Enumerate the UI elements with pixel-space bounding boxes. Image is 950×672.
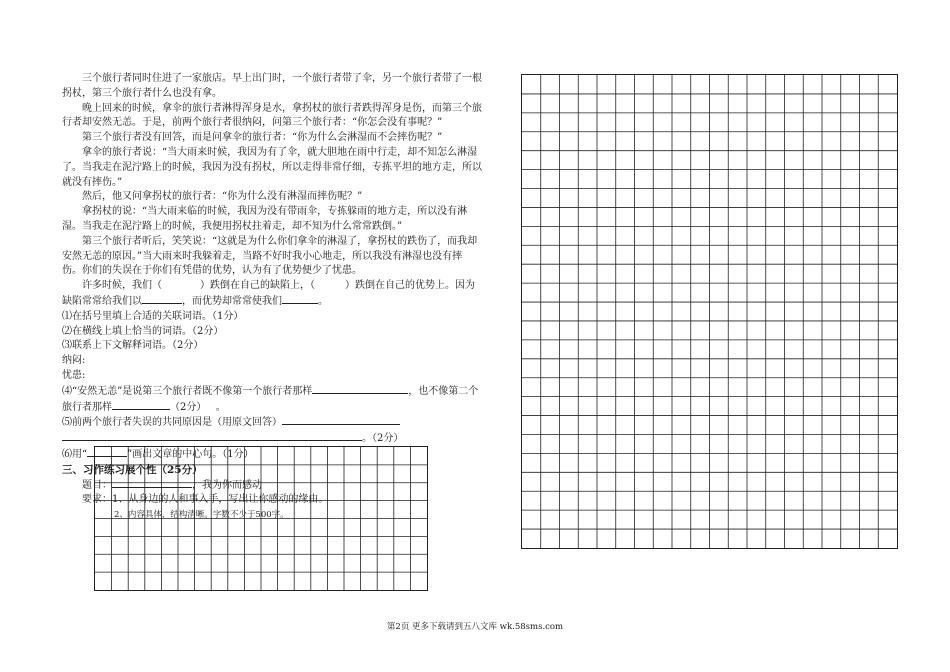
question-3: ⑶联系上下文解释词语。（2分） [62, 340, 204, 352]
question-5-blank-2[interactable] [62, 431, 362, 441]
question-6-text-b: ”画出文章的中心句。（1分） [127, 448, 254, 460]
question-4-blank-2[interactable] [112, 400, 170, 410]
passage-fill-text-a: 许多时候，我们（ [82, 280, 162, 292]
passage-paragraph-7: 第三个旅行者听后，笑笑说：“这就是为什么你们拿伞的淋湿了，拿拐杖的跌伤了，而我却安然无恙的原因。”当大雨来时我躲着走，当路不好时我小心地走，所以我没有淋湿也没有摔伤。你们的失误在于你们有凭借的优势，认为有了优势便少了忧患。 [62, 235, 478, 277]
question-5 [62, 415, 482, 431]
question-4-text-b: ，也不像第二个旅行者那样 [62, 385, 479, 413]
passage-paragraph-5: 然后，他又问拿拐杖的旅行者：“你为什么没有淋湿而摔伤呢？” [82, 191, 363, 203]
writing-grid-right-lines [522, 75, 897, 548]
question-5-blank-1[interactable] [282, 415, 400, 425]
essay-topic-prefix: 题目： [82, 479, 112, 491]
section-3-title: 三、习作练习展个性（25分） [62, 463, 203, 476]
passage-paragraph-2: 晚上回来的时候，拿伞的旅行者淋得浑身是水，拿拐杖的旅行者跌得浑身是伤，而第三个旅行者却安然无恙。于是，前两个旅行者很纳闷，问第三个旅行者：“你怎会没有事呢？” [62, 102, 482, 129]
essay-requirement-1: 要求：1、从身边的人和事入手，写出让你感动的缘由。 [82, 494, 329, 506]
question-6-text-a: ⑹用“ [62, 448, 88, 460]
writing-grid-left-lines [95, 447, 427, 590]
passage-paragraph-4: 拿伞的旅行者说：“当大雨来时候，我因为有了伞，就大胆地在雨中行走，却不知怎么淋湿了。当我走在泥泞路上的时候，我因为没有拐杖，所以走得非常仔细，专拣平坦的地方走，所以就没有摔伤。” [62, 146, 482, 188]
essay-requirement-2: 2、内容具体，结构清晰。字数不少于500字。 [114, 510, 289, 521]
passage-paragraph-6: 拿拐杖的说：“当大雨来临的时候，我因为没有带雨伞，专拣躲雨的地方走，所以没有淋湿。当我走在泥泞路上的时候，我便用拐杖拄着走，却不知为什么常常跌倒。” [62, 206, 468, 232]
word-blank-1[interactable] [142, 294, 182, 304]
question-5-score: 。（2分） [362, 433, 404, 445]
passage-fill-text-d: ，而优势却常常使我们 [182, 295, 282, 307]
passage-paragraph-1: 三个旅行者同时住进了一家旅店。早上出门时，一个旅行者带了伞，另一个旅行者带了一根拐杖，第三个旅行者什么也没有拿。 [62, 73, 482, 99]
question-4-blank-1[interactable] [312, 384, 408, 394]
question-1: ⑴在括号里填上合适的关联词语。（1分） [62, 310, 244, 322]
passage-paragraph-8 [62, 279, 482, 310]
page-footer: 第2页 更多下载请到五八文库 wk.58sms.com [386, 622, 564, 632]
question-3-word-1: 纳闷: [62, 355, 86, 367]
question-3-word-2: 忧患: [62, 369, 86, 381]
question-5-line-2 [62, 431, 482, 447]
writing-grid-right[interactable] [521, 74, 898, 549]
question-4 [62, 384, 482, 416]
question-2: ⑵在横线上填上恰当的词语。（2分） [62, 325, 224, 337]
question-4-score: （2分） [170, 401, 207, 413]
passage-paragraph-3: 第三个旅行者没有回答，而是问拿伞的旅行者：“你为什么会淋湿而不会摔伤呢？” [82, 132, 443, 144]
passage-fill-text-b: ）跌倒在自己的缺陷上，（ [200, 280, 315, 292]
passage-fill-text-e: 。 [318, 295, 328, 307]
word-blank-2[interactable] [282, 294, 318, 304]
question-4-text-a: ⑷“安然无恙”是说第三个旅行者既不像第一个旅行者那样 [62, 385, 313, 397]
passage-fill-text-c: ）跌倒在自己的优势上。因为缺陷常常给我们以 [62, 280, 475, 307]
writing-grid-left[interactable] [94, 446, 428, 591]
question-5-text-a: ⑸前两个旅行者失误的共同原因是（用原文回答） [62, 417, 282, 429]
essay-topic-suffix: ，我为你而感动 [192, 479, 262, 491]
question-4-end: 。 [215, 401, 226, 413]
